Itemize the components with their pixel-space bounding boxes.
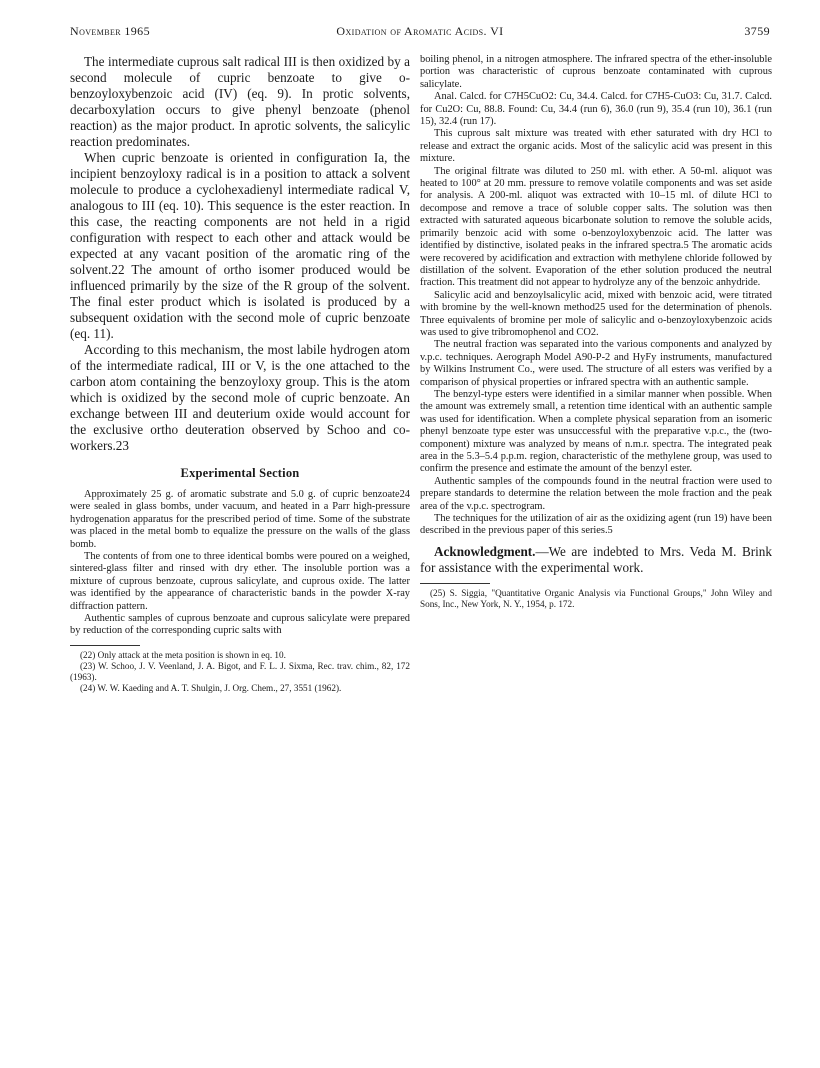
section-heading: Experimental Section: [180, 466, 300, 480]
footnote-divider: [70, 645, 140, 646]
footnote: (22) Only attack at the meta position is shown in eq. 10.: [80, 649, 286, 660]
body-paragraph: The intermediate cuprous salt radical III is then oxidized by a second molecule of cupric benzoate to give o-benzoyloxybenzoic acid (IV) (eq. 9). In protic solvents, decarboxylation occurs to give phenyl benzoate (phenol reaction) as the major product. In aprotic solvents, the salicylic reaction predominates.: [70, 54, 410, 149]
body-paragraph: According to this mechanism, the most labile hydrogen atom of the intermediate radical, III or V, is the one attached to the carbon atom containing the benzoyloxy group. This is the atom which is oxidized by the second mole of cupric benzoate. An exchange between III and deuterium oxide would account for the exclusive ortho deuteration observed by Schoo and co-workers.23: [70, 342, 410, 453]
analysis-paragraph: Anal. Calcd. for C7H5CuO2: Cu, 34.4. Calcd. for C7H5-CuO3: Cu, 31.7. Calcd. for Cu2O: Cu, 88.8. Found: Cu, 34.4 (run 6), 36.0 (run 9), 35.4 (run 10), 36.1 (run 15), 32.4 (run 17).: [420, 91, 772, 128]
footnote-divider: [420, 583, 490, 584]
experimental-paragraph: The contents of from one to three identical bombs were poured on a weighed, sintered-glass filter and rinsed with dry ether. The insoluble portion was a mixture of cuprous benzoate, cuprous salicylate, and cuprous oxide. The latter was identified by the appearance of characteristic bands in the powder X-ray diffraction pattern.: [70, 551, 410, 612]
body-paragraph: Salicylic acid and benzoylsalicylic acid, mixed with benzoic acid, were titrated with bromine by the well-known method25 used for the determination of phenols. Three equivalents of bromine per mole of salicylic and o-benzoyloxybenzoic acids was used to give tribromophenol and CO2.: [420, 289, 772, 338]
body-paragraph: boiling phenol, in a nitrogen atmosphere. The infrared spectra of the ether-insoluble portion was characteristic of cuprous benzoate contaminated with cuprous salicylate.: [420, 54, 772, 90]
acknowledgment-title: Acknowledgment.: [434, 543, 536, 559]
footnote: (25) S. Siggia, "Quantitative Organic Analysis via Functional Groups," John Wiley and Sons, Inc., New York, N. Y., 1954, p. 172.: [420, 587, 772, 609]
header-title: Oxidation of Aromatic Acids. VI: [336, 24, 504, 38]
body-paragraph: The neutral fraction was separated into the various components and analyzed by v.p.c. techniques. Aerograph Model A90-P-2 and HyFy instruments, manufactured by Wilkins Instrument Co., were used. The structure of all esters was verified by a comparison of physical properties or infrared spectra with an authentic sample.: [420, 339, 772, 388]
footnote: (24) W. W. Kaeding and A. T. Shulgin, J. Org. Chem., 27, 3551 (1962).: [80, 682, 342, 693]
running-header: [70, 24, 770, 40]
footnote: (23) W. Schoo, J. V. Veenland, J. A. Bigot, and F. L. J. Sixma, Rec. trav. chim., 82, 172 (1963).: [70, 660, 410, 682]
acknowledgment: [420, 544, 772, 576]
body-paragraph: When cupric benzoate is oriented in configuration Ia, the incipient benzoyloxy radical is in a position to attack a solvent molecule to produce a cyclohexadienyl intermediate radical V, analogous to III (eq. 10). This sequence is the ester reaction. In this case, the reacting components are not held in a rigid configuration with respect to each other and attack would be expected at any vacant position of the aromatic ring of the solvent.22 The amount of ortho isomer produced would be influenced primarily by the size of the R group of the solvent. The final ester product which is isolated is produced by a subsequent oxidation with the second mole of cupric benzoate (eq. 11).: [70, 150, 410, 341]
right-column: [420, 54, 772, 610]
experimental-paragraph: Authentic samples of cuprous benzoate and cuprous salicylate were prepared by reduction of the corresponding cupric salts with: [70, 613, 410, 637]
body-paragraph: The techniques for the utilization of air as the oxidizing agent (run 19) have been described in the previous paper of this series.5: [420, 513, 772, 537]
header-date: November 1965: [70, 24, 150, 38]
page-number: 3759: [744, 24, 770, 38]
body-paragraph: The benzyl-type esters were identified in a similar manner when possible. When the amount was extremely small, a retention time identical with an authentic sample was used for identification. When a complete physical separation from an isomeric phenyl benzoate type ester was unsuccessful with the preparative v.p.c., the (two-component) mixture was analyzed by means of n.m.r. spectra. The integrated peak area in the 5.3–5.4 p.p.m. region, characteristic of the methylene group, was used to confirm the presence and estimate the amount of the benzyl ester.: [420, 388, 772, 475]
left-column: [70, 54, 410, 694]
body-paragraph: The original filtrate was diluted to 250 ml. with ether. A 50-ml. aliquot was heated to 100° at 20 mm. pressure to remove volatile components and was set aside for analysis. A 200-ml. aliquot was extracted with 10–15 ml. of dilute HCl to decompose and remove a trace of soluble copper salts. The solution was then extracted with saturated aqueous bicarbonate solution to remove the soluble acids, primarily benzoic acid with some o-benzoyloxybenzoic acid. The latter was identified by distinctive, isolated peaks in the infrared spectra.5 The aromatic acids were recovered by acidification and extraction with methylene chloride followed by distillation of the solvent. Evaporation of the ether solution produced the neutral fraction. This treatment did not appear to hydrolyze any of the benzoic anhydride.: [420, 165, 772, 289]
body-paragraph: This cuprous salt mixture was treated with ether saturated with dry HCl to release and extract the organic acids. Most of the salicylic acid was present in this mixture.: [420, 128, 772, 165]
body-paragraph: Authentic samples of the compounds found in the neutral fraction were used to prepare standards to determine the relation between the mole fraction and the peak area of the v.p.c. spectrogram.: [420, 475, 772, 512]
experimental-paragraph: Approximately 25 g. of aromatic substrate and 5.0 g. of cupric benzoate24 were sealed in glass bombs, under vacuum, and heated in a Parr high-pressure hydrogenation apparatus for the prescribed period of time. Some of the substrate was placed in the metal bomb to equalize the pressure on the walls of the glass bomb.: [70, 489, 410, 550]
acknowledgment-text: —We are indebted to Mrs. Veda M. Brink for assistance with the experimental work.: [420, 543, 772, 575]
